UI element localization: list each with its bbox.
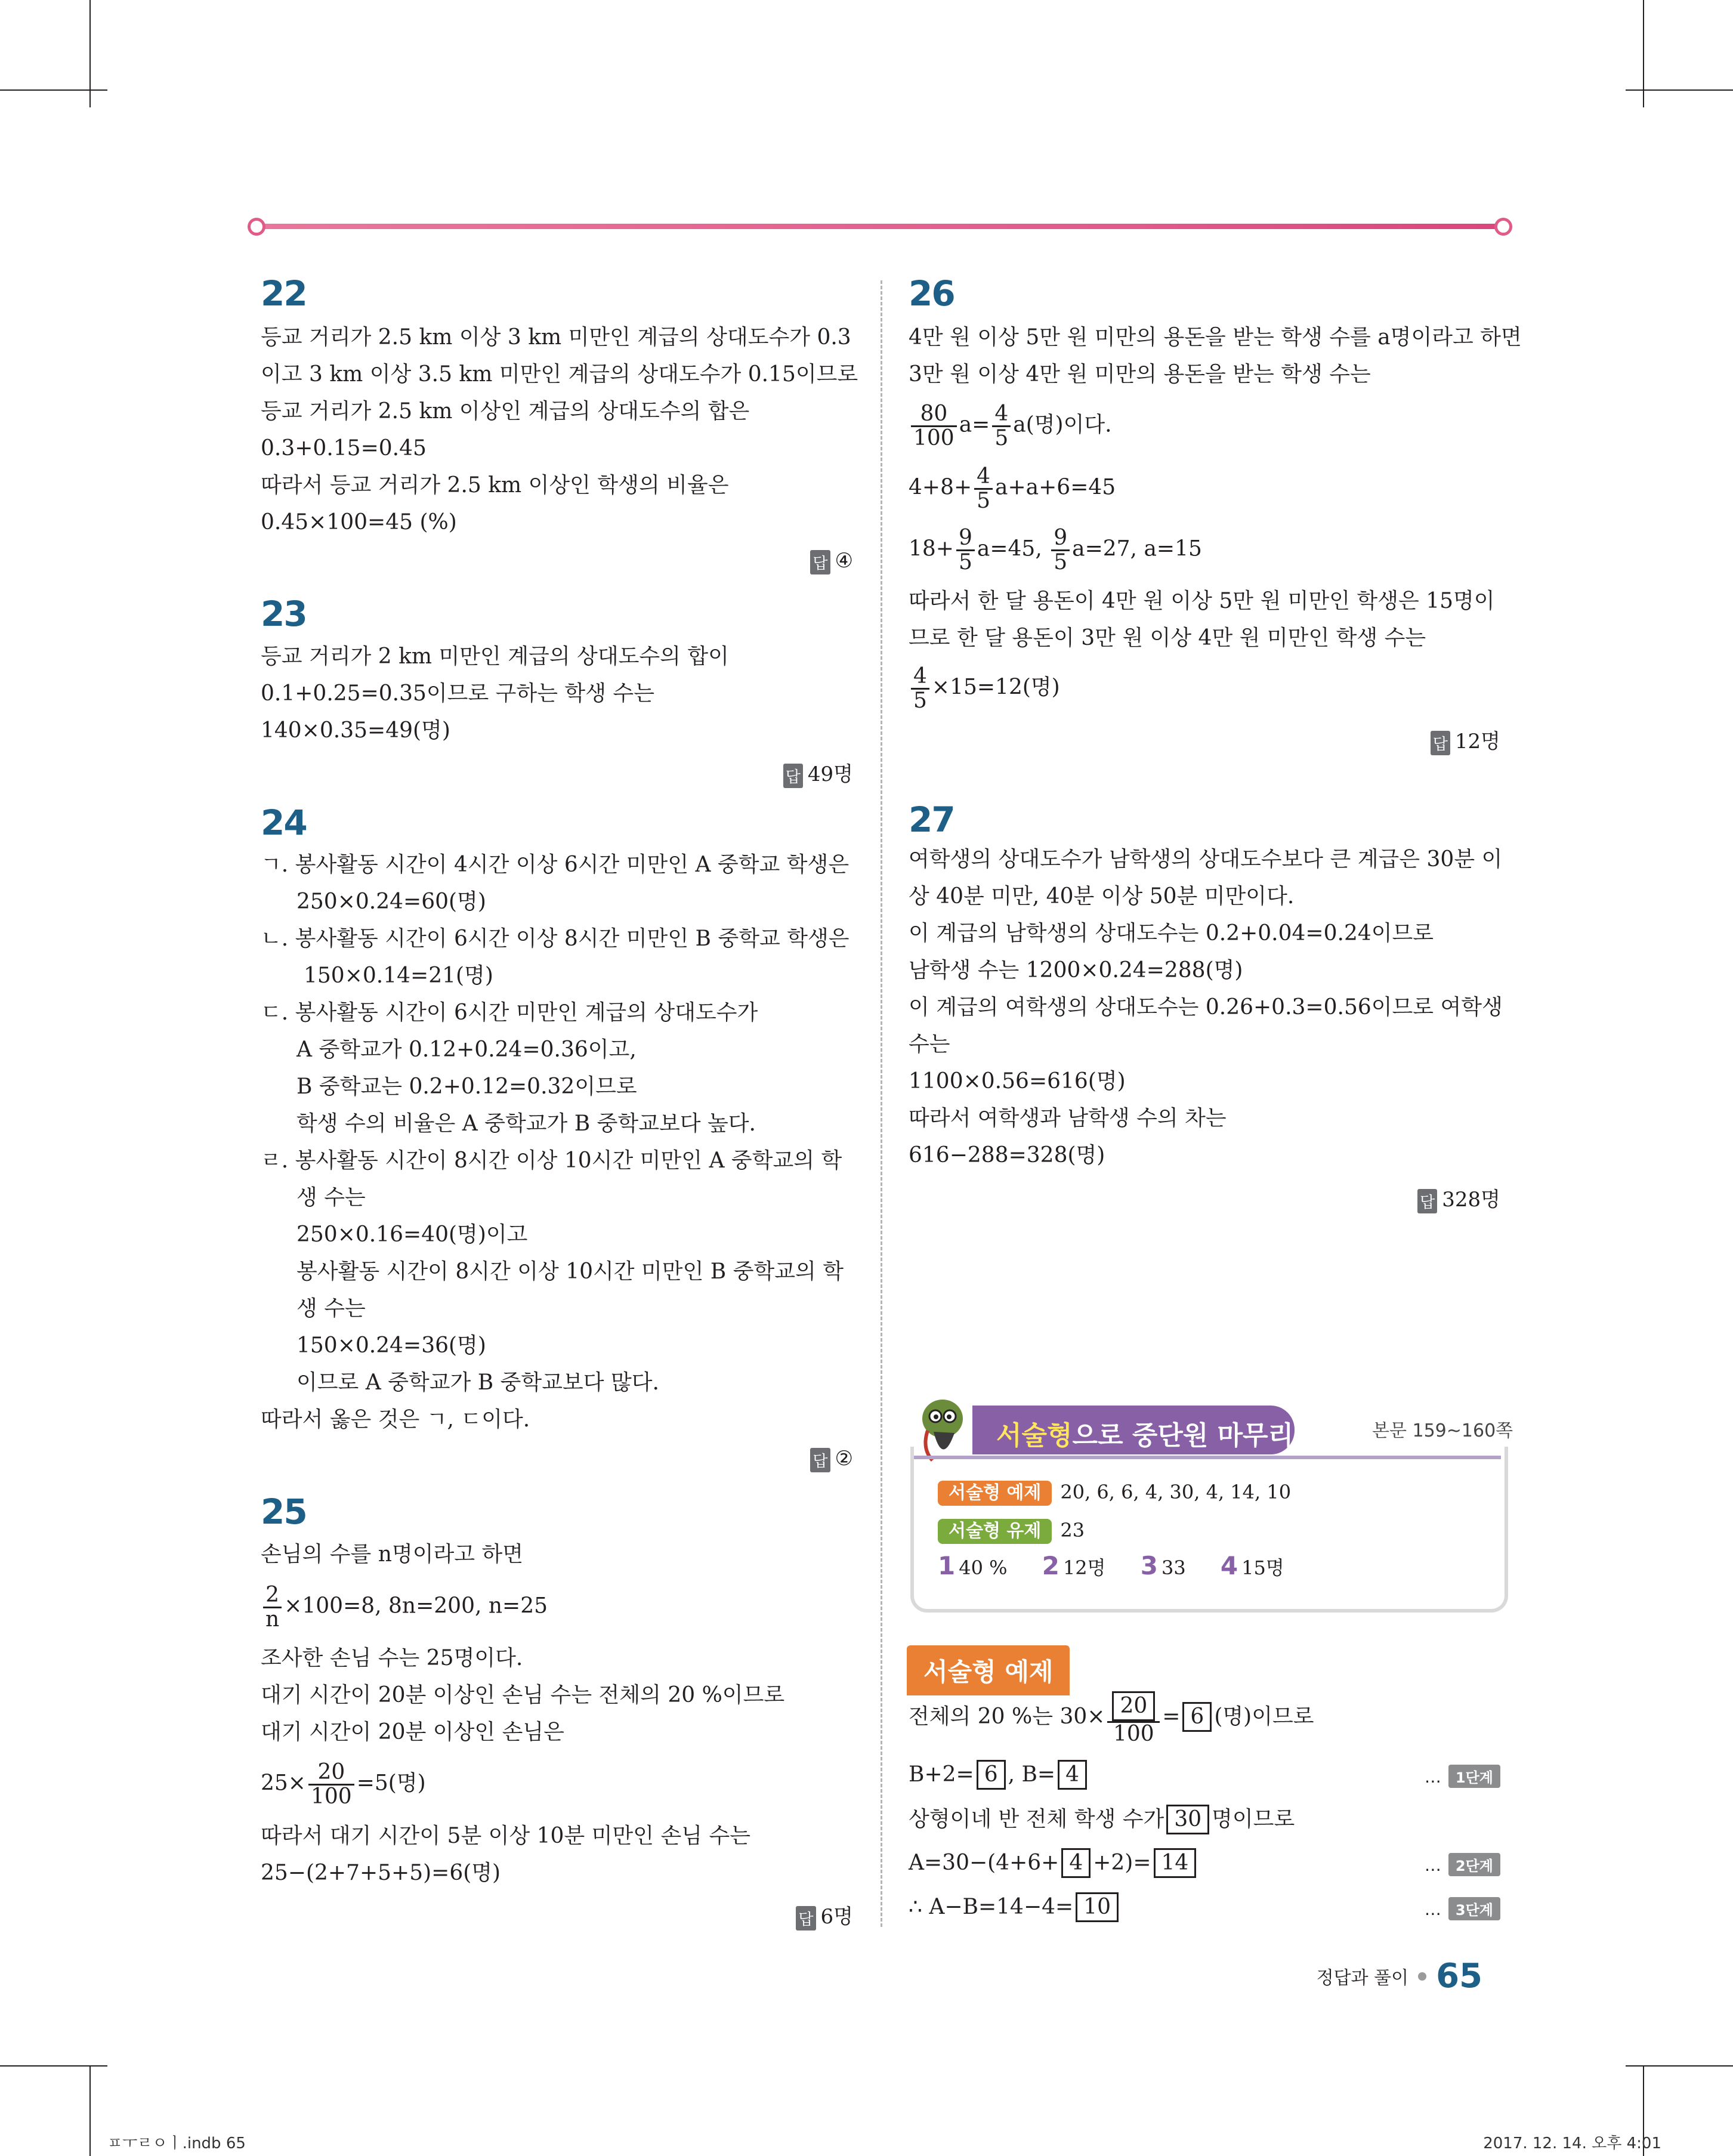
example-line: B+2= 6 , B= 4 [909,1760,1089,1790]
answer-tag: 답 [810,1448,830,1472]
q24-line: B 중학교는 0.2+0.12=0.32이므로 [296,1074,637,1099]
summary-title: 서술형으로 중단원 마무리 [996,1420,1294,1451]
crop-mark [0,2065,107,2067]
answer-tag: 답 [783,764,803,788]
q27-line: 이 계급의 여학생의 상대도수는 0.26+0.3=0.56이므로 여학생 [909,995,1503,1020]
fraction: $\frac{4}{5}$ [911,665,929,712]
step-label: … 2단계 [1425,1853,1500,1876]
summary-variant-row: 서술형 유제 23 [938,1519,1085,1544]
question-number: 22 [261,273,307,314]
q24-line: 생 수는 [296,1296,366,1321]
q23-line: 140×0.35=49(명) [261,718,450,743]
q24-line: ㄱ. 봉사활동 시간이 4시간 이상 6시간 미만인 A 중학교 학생은 [261,852,849,877]
q24-line: 150×0.24=36(명) [296,1333,486,1358]
fraction: $\frac{20}{100}$ [1107,1691,1160,1745]
fraction: $\frac{9}{5}$ [956,527,975,574]
q27-line: 1100×0.56=616(명) [909,1069,1126,1094]
q24-line: 150×0.14=21(명) [304,963,493,988]
summary-item: 3 33 [1140,1551,1186,1580]
answer-box: 6 [1182,1702,1212,1732]
question-number: 24 [261,802,307,843]
q24-line: 250×0.16=40(명)이고 [296,1222,528,1247]
crop-mark [1626,2065,1733,2067]
answer-box: 6 [977,1760,1006,1790]
q22-line: 0.3+0.15=0.45 [261,436,427,461]
page-number: 65 [1436,1957,1482,1996]
crop-mark [0,89,107,91]
step-label: … 3단계 [1425,1897,1500,1920]
q25-line: $\frac{2}{n}$ ×100=8, 8n=200, n=25 [261,1584,548,1631]
example-line: A=30−(4+6+ 4 +2)= 14 [909,1848,1198,1878]
q26-line: $\frac{80}{100}$ a= $\frac{4}{5}$ a(명)이다. [909,403,1112,450]
q25-line: 대기 시간이 20분 이상인 손님 수는 전체의 20 %이므로 [261,1683,785,1707]
page-footer [1317,1957,1482,1996]
summary-answers-row [938,1553,1284,1579]
question-number: 27 [909,799,954,840]
summary-example-row: 서술형 예제 20, 6, 6, 4, 30, 4, 14, 10 [938,1481,1291,1506]
q27-line: 상 40분 미만, 40분 이상 50분 미만이다. [909,884,1295,909]
q24-line: 학생 수의 비율은 A 중학교가 B 중학교보다 높다. [296,1111,756,1136]
example-pill: 서술형 예제 [938,1481,1052,1506]
q25-answer: 답 6명 [796,1900,853,1930]
q25-line: 25−(2+7+5+5)=6(명) [261,1861,501,1885]
q22-line: 0.45×100=45 (%) [261,510,457,535]
crop-mark [89,0,91,107]
summary-item: 1 40 % [938,1551,1008,1580]
q27-line: 수는 [909,1032,950,1057]
answer-tag: 답 [796,1906,815,1930]
q24-line: 250×0.24=60(명) [296,889,486,914]
q22-line: 등교 거리가 2.5 km 이상 3 km 미만인 계급의 상대도수가 0.3 [261,325,851,350]
bullet-icon [1418,1972,1426,1981]
q27-line: 616−288=328(명) [909,1143,1105,1167]
q24-line: 생 수는 [296,1185,366,1210]
summary-page-ref: 본문 159~160쪽 [1372,1420,1513,1441]
crop-mark [1643,0,1644,107]
q26-line: 18+ $\frac{9}{5}$ a=45, $\frac{9}{5}$ a=27, a=15 [909,526,1202,574]
crop-mark [89,2065,91,2156]
example-line: 상형이네 반 전체 학생 수가 30 명이므로 [909,1805,1295,1834]
question-number: 25 [261,1491,307,1532]
summary-item: 2 12명 [1042,1551,1106,1580]
q24-line: 따라서 옳은 것은 ㄱ, ㄷ이다. [261,1407,530,1432]
example-line: 전체의 20 %는 30× $\frac{20}{100}$ = 6 (명)이므로 [909,1691,1314,1745]
fraction: $\frac{4}{5}$ [992,403,1011,450]
q27-line: 여학생의 상대도수가 남학생의 상대도수보다 큰 계급은 30분 이 [909,847,1503,872]
answer-box: 30 [1166,1805,1209,1834]
summary-item: 4 15명 [1220,1551,1284,1580]
q26-line: 따라서 한 달 용돈이 4만 원 이상 5만 원 미만인 학생은 15명이 [909,589,1495,613]
fraction: $\frac{80}{100}$ [911,403,957,450]
q27-line: 따라서 여학생과 남학생 수의 차는 [909,1106,1227,1130]
answer-tag: 답 [1431,731,1450,755]
q23-line: 0.1+0.25=0.35이므로 구하는 학생 수는 [261,681,654,706]
q26-answer: 답 12명 [1431,725,1500,755]
fraction: $\frac{4}{5}$ [974,465,993,512]
q24-answer: 답 ② [810,1447,853,1472]
q22-line: 등교 거리가 2.5 km 이상인 계급의 상대도수의 합은 [261,399,750,424]
answer-tag: 답 [1417,1189,1437,1213]
q25-line: 조사한 손님 수는 25명이다. [261,1646,523,1670]
q26-line: 4+8+ $\frac{4}{5}$ a+a+6=45 [909,464,1116,513]
example-line: ∴ A−B=14−4= 10 [909,1892,1121,1922]
q26-line: 므로 한 달 용돈이 3만 원 이상 4만 원 미만인 학생 수는 [909,626,1426,650]
answer-box: 4 [1058,1760,1087,1790]
q23-line: 등교 거리가 2 km 미만인 계급의 상대도수의 합이 [261,644,729,669]
footer-label: 정답과 풀이 [1316,1967,1409,1989]
fraction: $\frac{2}{n}$ [263,1584,282,1631]
fraction: $\frac{20}{100}$ [308,1761,354,1808]
header-rule [248,218,1512,234]
question-number: 23 [261,594,307,634]
crop-mark [1626,89,1733,91]
q22-line: 따라서 등교 거리가 2.5 km 이상인 학생의 비율은 [261,473,729,498]
q24-line: ㄷ. 봉사활동 시간이 6시간 미만인 계급의 상대도수가 [261,1000,758,1025]
q24-line: ㄹ. 봉사활동 시간이 8시간 이상 10시간 미만인 A 중학교의 학 [261,1148,842,1173]
q27-answer: 답 328명 [1417,1183,1500,1213]
q27-line: 남학생 수는 1200×0.24=288(명) [909,958,1243,983]
q25-line: 손님의 수를 n명이라고 하면 [261,1542,524,1567]
column-divider [881,280,882,1927]
question-number: 26 [909,273,954,314]
print-date-info: 2017. 12. 14. 오후 4:01 [1483,2135,1661,2152]
q25-line: 대기 시간이 20분 이상인 손님은 [261,1720,564,1744]
q22-line: 이고 3 km 이상 3.5 km 미만인 계급의 상대도수가 0.15이므로 [261,362,858,387]
answer-box: 4 [1061,1848,1091,1878]
q27-line: 이 계급의 남학생의 상대도수는 0.2+0.04=0.24이므로 [909,921,1434,946]
step-label: … 1단계 [1425,1765,1500,1788]
q23-answer: 답 49명 [783,758,853,788]
q24-line: ㄴ. 봉사활동 시간이 6시간 이상 8시간 미만인 B 중학교 학생은 [261,926,849,951]
q24-line: 봉사활동 시간이 8시간 이상 10시간 미만인 B 중학교의 학 [296,1259,844,1284]
answer-tag: 답 [810,550,830,574]
q26-line: 4만 원 이상 5만 원 미만의 용돈을 받는 학생 수를 a명이라고 하면 [909,325,1522,350]
print-file-info: ㅍㅜㄹㅇㅣ.indb 65 [107,2135,246,2152]
fraction: $\frac{9}{5}$ [1051,527,1070,574]
q26-line: $\frac{4}{5}$ ×15=12(명) [909,665,1060,712]
variant-pill: 서술형 유제 [938,1519,1052,1544]
answer-box: 14 [1154,1848,1197,1878]
q22-answer: 답 ④ [810,549,853,574]
q24-line: 이므로 A 중학교가 B 중학교보다 많다. [296,1370,659,1395]
q25-line: 따라서 대기 시간이 5분 이상 10분 미만인 손님 수는 [261,1824,751,1848]
example-tab: 서술형 예제 [907,1645,1070,1695]
q26-line: 3만 원 이상 4만 원 미만의 용돈을 받는 학생 수는 [909,362,1371,387]
q24-line: A 중학교가 0.12+0.24=0.36이고, [296,1037,637,1062]
answer-box: 10 [1076,1892,1119,1922]
q25-line: 25× $\frac{20}{100}$ =5(명) [261,1760,426,1809]
